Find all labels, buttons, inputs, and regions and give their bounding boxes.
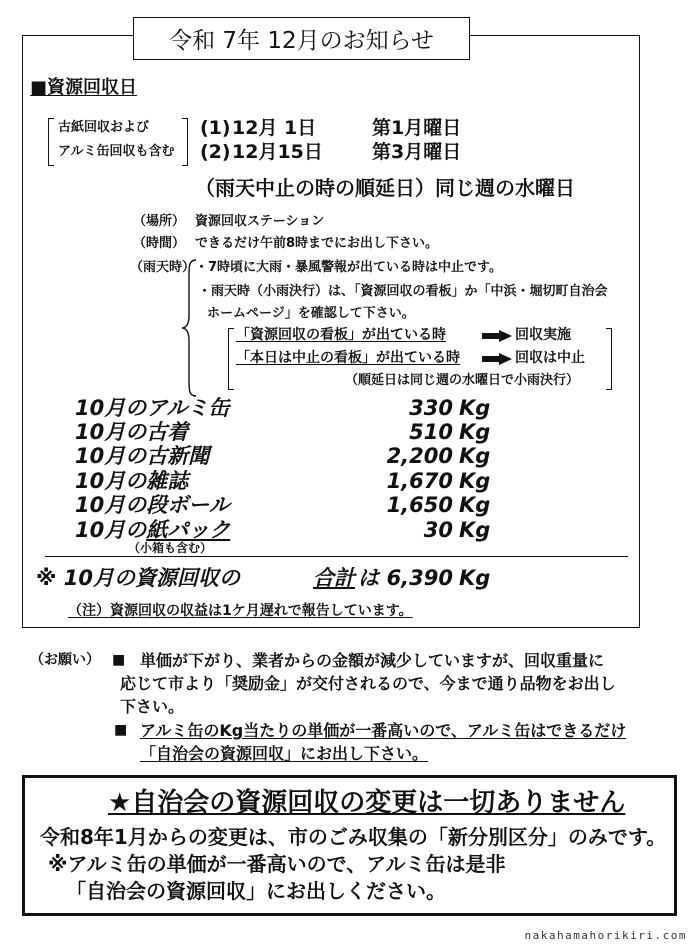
time-label: （時間） bbox=[133, 236, 186, 251]
site-footer: nakahamahorikiri.com bbox=[524, 929, 687, 942]
notice-line: ※アルミ缶の単価が一番高いので、アルミ缶は是非 bbox=[48, 852, 506, 876]
result-row bbox=[0, 469, 695, 493]
result-row bbox=[0, 420, 695, 444]
result-unit: Kg bbox=[459, 518, 491, 542]
result-label: 10月のアルミ缶 bbox=[75, 396, 230, 420]
date-number: (2) bbox=[200, 141, 231, 163]
result-label: 10月の古着 bbox=[75, 420, 189, 444]
result-label: 10月の古新聞 bbox=[75, 444, 210, 468]
request-line: 応じて市より「奨励金」が交付されるので、今まで通り品物をお出し bbox=[120, 674, 616, 693]
result-label: 10月の段ボール bbox=[75, 493, 230, 517]
request-line: 下さい。 bbox=[120, 697, 185, 716]
sign-bracket-right bbox=[606, 328, 612, 390]
result-label-prefix: 10月の bbox=[75, 518, 147, 542]
request-bullet: ■ bbox=[112, 652, 126, 668]
sign-condition: 「資源回収の看板」が出ている時 bbox=[236, 327, 446, 343]
rain-postpone-day: （雨天中止の時の順延日）同じ週の水曜日 bbox=[195, 176, 575, 200]
result-amount: 510 bbox=[409, 420, 453, 444]
result-row bbox=[0, 444, 695, 468]
category-bracket-left bbox=[48, 118, 54, 166]
request-bullet: ■ bbox=[114, 722, 128, 738]
date-number: (1) bbox=[200, 117, 231, 139]
schedule-heading: ■資源回収日 bbox=[30, 77, 138, 98]
sign-condition: 「本日は中止の看板」が出ている時 bbox=[236, 350, 460, 366]
result-unit: Kg bbox=[459, 469, 491, 493]
result-amount: 330 bbox=[409, 396, 453, 420]
date-weekday: 第1月曜日 bbox=[372, 117, 462, 139]
result-unit: Kg bbox=[459, 420, 491, 444]
notice-line: 「自治会の資源回収」にお出しください。 bbox=[66, 879, 446, 903]
result-amount: 30 bbox=[423, 518, 453, 542]
date-weekday: 第3月曜日 bbox=[372, 141, 462, 163]
result-row bbox=[0, 493, 695, 517]
category-bracket-right bbox=[182, 118, 188, 166]
arrow-right-icon bbox=[482, 330, 512, 342]
sign-note: （順延日は同じ週の水曜日で小雨決行） bbox=[345, 373, 580, 388]
notice-line: 令和8年1月からの変更は、市のごみ収集の「新分別区分」のみです。 bbox=[40, 825, 667, 849]
sign-result: 回収実施 bbox=[515, 327, 571, 343]
arrow-right-icon bbox=[482, 353, 512, 365]
result-amount: 1,650 bbox=[386, 493, 453, 517]
sign-bracket-left bbox=[228, 328, 234, 390]
place-value: 資源回収ステーション bbox=[195, 214, 325, 229]
total-unit: Kg bbox=[459, 566, 491, 590]
rain-label: （雨天時） bbox=[130, 260, 196, 275]
date-value: 12月 1日 bbox=[232, 117, 317, 139]
place-label: （場所） bbox=[133, 214, 186, 229]
curly-brace bbox=[180, 258, 198, 398]
time-value: できるだけ午前8時までにお出し下さい。 bbox=[195, 236, 439, 251]
category-line: 古紙回収および bbox=[58, 120, 150, 135]
total-amount: 6,390 bbox=[386, 566, 453, 590]
total-word: 合計 bbox=[313, 566, 355, 590]
requests-label: （お願い） bbox=[30, 652, 100, 668]
result-unit: Kg bbox=[459, 396, 491, 420]
rain-note: ・雨天時（小雨決行）は、「資源回収の看板」か「中浜・堀切町自治会 bbox=[198, 284, 608, 299]
date-value: 12月15日 bbox=[232, 141, 323, 163]
sign-result: 回収は中止 bbox=[515, 350, 585, 366]
total-prefix: ※ 10月の資源回収の bbox=[36, 566, 240, 590]
notice-heading: ★自治会の資源回収の変更は一切ありません bbox=[108, 788, 626, 818]
total-row bbox=[0, 566, 695, 590]
paper-pack-note: （小箱も含む） bbox=[128, 541, 213, 555]
request-line: アルミ缶のKg当たりの単価が一番高いので、アルミ缶はできるだけ bbox=[140, 721, 627, 740]
result-unit: Kg bbox=[459, 444, 491, 468]
page-title: 令和 7年 12月のお知らせ bbox=[133, 17, 470, 60]
result-amount: 1,670 bbox=[386, 469, 453, 493]
divider bbox=[45, 556, 628, 557]
result-row bbox=[0, 396, 695, 420]
total-mid: は bbox=[358, 566, 379, 590]
result-label bbox=[75, 518, 230, 542]
result-amount: 2,200 bbox=[386, 444, 453, 468]
category-line: アルミ缶回収も含む bbox=[58, 144, 175, 159]
result-row bbox=[0, 518, 695, 542]
revenue-note: （注）資源回収の収益は1ケ月遅れで報告しています。 bbox=[68, 603, 413, 619]
request-line: 「自治会の資源回収」にお出し下さい。 bbox=[140, 744, 429, 763]
rain-note: ・7時頃に大雨・暴風警報が出ている時は中止です。 bbox=[195, 260, 503, 275]
result-label: 10月の雑誌 bbox=[75, 469, 189, 493]
request-line: 単価が下がり、業者からの金額が減少していますが、回収重量に bbox=[140, 651, 605, 670]
result-unit: Kg bbox=[459, 493, 491, 517]
rain-note: ホームページ」を確認して下さい。 bbox=[207, 306, 415, 321]
result-label-underlined: 紙パック bbox=[146, 518, 231, 542]
